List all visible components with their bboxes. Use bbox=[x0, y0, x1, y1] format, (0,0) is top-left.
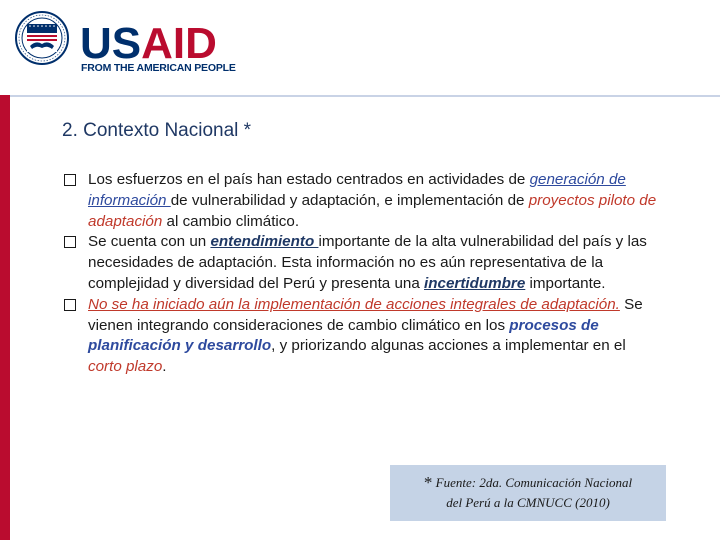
bullet-item-1 bbox=[62, 170, 662, 232]
bullet-text: Se cuenta con un bbox=[88, 233, 211, 251]
checkbox-bullet-icon bbox=[64, 299, 76, 311]
emphasis-procesos: procesos de planificación y desarrollo bbox=[88, 316, 599, 355]
left-accent-bar bbox=[0, 95, 10, 540]
bullet-text: de vulnerabilidad y adaptación, e implementación de bbox=[170, 191, 529, 209]
source-line-2: del Perú a la CMNUCC (2010) bbox=[446, 495, 610, 510]
bullet-text: importante de la alta vulnerabilidad del país y las necesidades de adaptación. Esta información no es aún representativa de la complejidad y diversidad del Perú y presenta una bbox=[88, 233, 647, 292]
bullet-list bbox=[62, 170, 662, 378]
emphasis-incertidumbre: incertidumbre bbox=[424, 274, 526, 292]
usaid-seal-icon bbox=[14, 10, 70, 66]
header-divider bbox=[10, 95, 720, 97]
emphasis-entendimiento: entendimiento bbox=[210, 233, 319, 251]
slide-title: 2. Contexto Nacional * bbox=[62, 120, 252, 141]
checkbox-bullet-icon bbox=[64, 174, 76, 186]
header bbox=[0, 0, 720, 92]
bullet-text: , y priorizando algunas acciones a implementar en el bbox=[271, 337, 626, 355]
source-asterisk: * bbox=[423, 473, 433, 492]
emphasis-generacion: generación de información bbox=[88, 171, 626, 209]
bullet-text: importante. bbox=[525, 274, 606, 292]
source-note bbox=[390, 465, 666, 521]
bullet-text: al cambio climático. bbox=[162, 212, 300, 230]
tagline: FROM THE AMERICAN PEOPLE bbox=[81, 62, 236, 74]
source-line-1: Fuente: 2da. Comunicación Nacional bbox=[435, 475, 633, 490]
emphasis-no-iniciado: No se ha iniciado aún la implementación de acciones integrales de adaptación. bbox=[88, 295, 620, 313]
bullet-text: . bbox=[162, 358, 167, 376]
logo-aid: AID bbox=[141, 19, 217, 68]
checkbox-bullet-icon bbox=[64, 236, 76, 248]
logo-us: US bbox=[80, 19, 142, 68]
bullet-text: Se vienen integrando consideraciones de cambio climático en los bbox=[88, 295, 643, 334]
emphasis-corto-plazo: corto plazo bbox=[88, 358, 163, 376]
usaid-logo bbox=[80, 19, 217, 68]
emphasis-proyectos: proyectos piloto de adaptación bbox=[88, 191, 657, 230]
bullet-text: Los esfuerzos en el país han estado centrados en actividades de bbox=[88, 171, 530, 188]
bullet-item-3 bbox=[62, 295, 662, 378]
bullet-item-2 bbox=[62, 232, 662, 294]
